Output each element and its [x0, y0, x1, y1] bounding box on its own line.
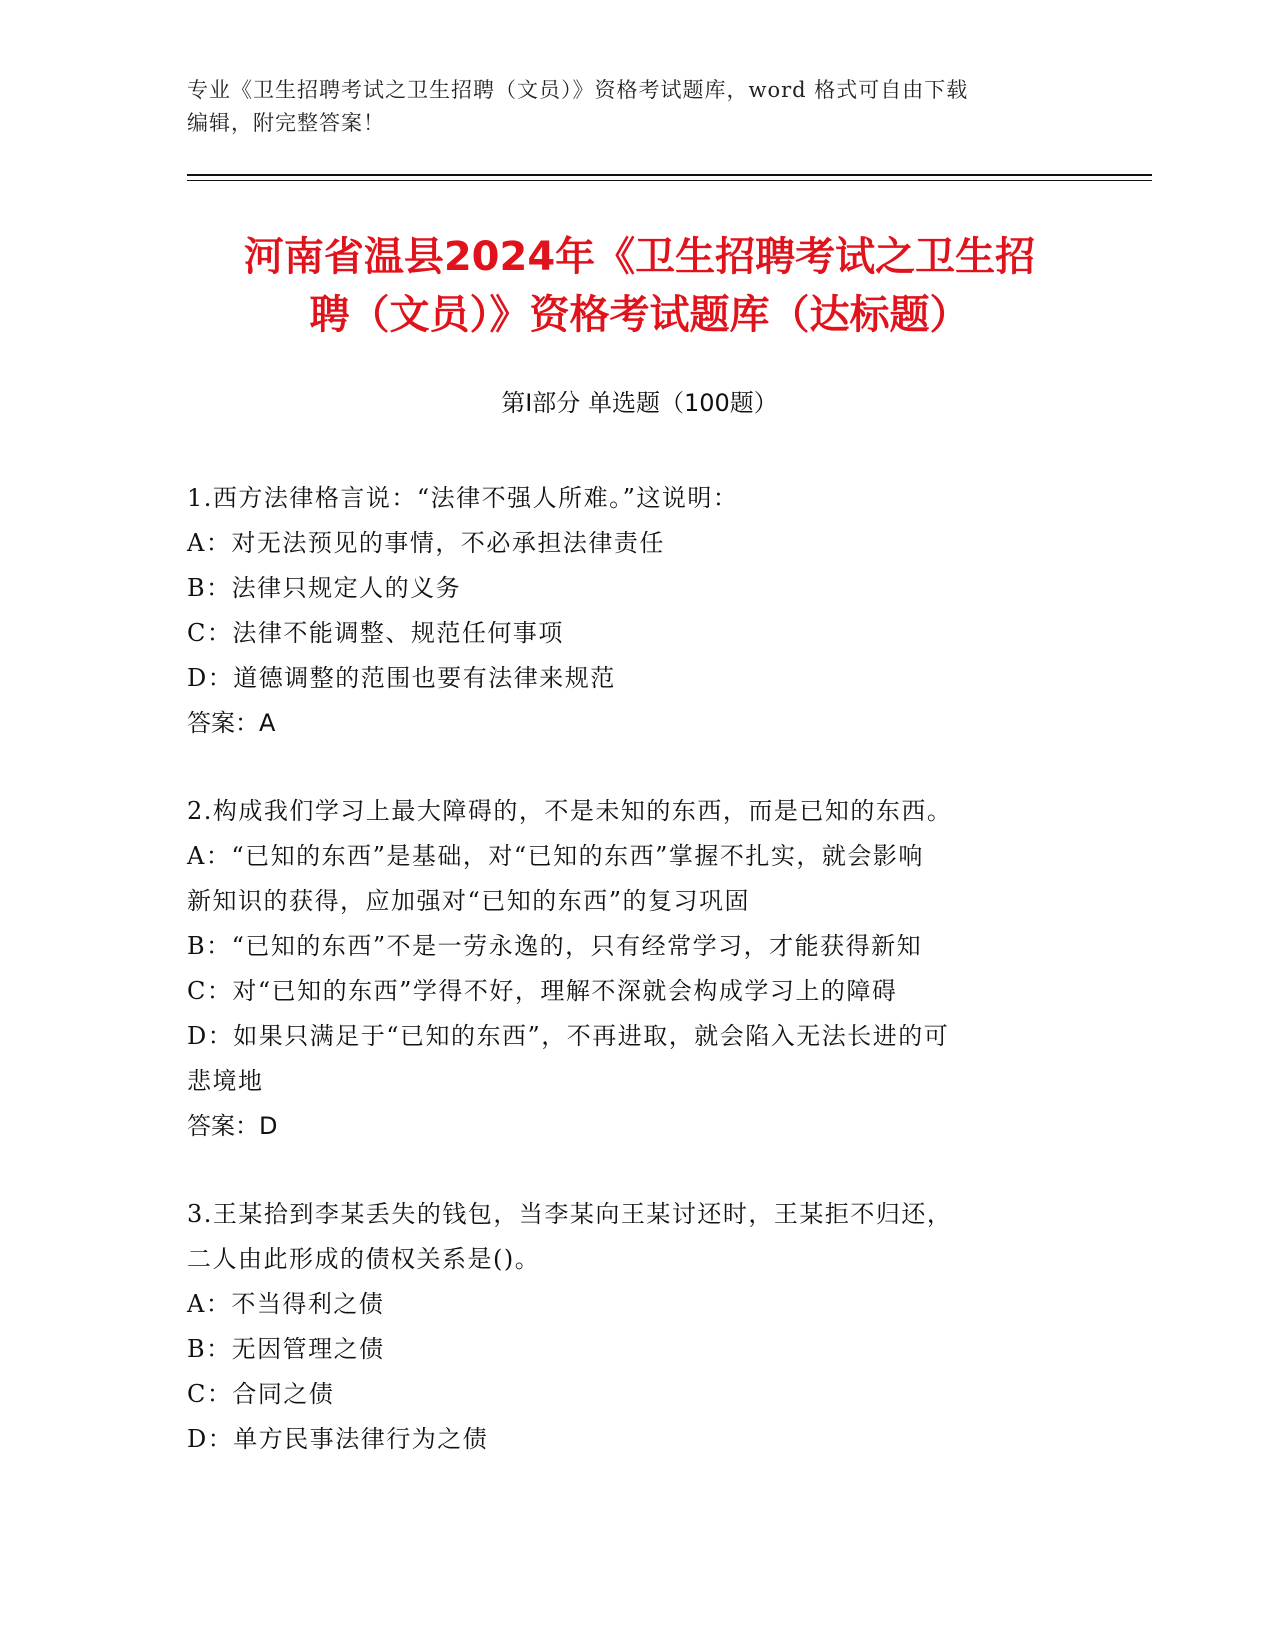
- option-c: C：合同之债: [187, 1380, 335, 1408]
- option-b: B：无因管理之债: [187, 1335, 385, 1363]
- option-d: D：如果只满足于“已知的东西”，不再进取，就会陷入无法长进的可: [187, 1022, 950, 1050]
- question-list: [187, 476, 1067, 1505]
- option-d: D：单方民事法律行为之债: [187, 1425, 489, 1453]
- header-note: [187, 74, 1087, 140]
- question-stem: 2.构成我们学习上最大障碍的，不是未知的东西，而是已知的东西。: [187, 797, 953, 825]
- option-d-continued: 悲境地: [187, 1067, 264, 1095]
- option-a: A：对无法预见的事情，不必承担法律责任: [187, 529, 665, 557]
- document-title-line-1: 河南省温县2024年《卫生招聘考试之卫生招: [243, 234, 1036, 280]
- document-title: [187, 228, 1092, 344]
- question-stem-continued: 二人由此形成的债权关系是()。: [187, 1245, 541, 1273]
- option-a: A：不当得利之债: [187, 1290, 385, 1318]
- answer-line: 答案：D: [187, 1112, 278, 1140]
- answer-line: 答案：A: [187, 709, 276, 737]
- section-title: 第Ⅰ部分 单选题（100题）: [501, 389, 778, 417]
- question-3: [187, 1192, 1067, 1462]
- option-a: A：“已知的东西”是基础，对“已知的东西”掌握不扎实，就会影响: [187, 842, 924, 870]
- option-b: B：“已知的东西”不是一劳永逸的，只有经常学习，才能获得新知: [187, 932, 923, 960]
- option-c: C：对“已知的东西”学得不好，理解不深就会构成学习上的障碍: [187, 977, 898, 1005]
- option-d: D：道德调整的范围也要有法律来规范: [187, 664, 616, 692]
- question-1: [187, 476, 1067, 746]
- question-stem: 1.西方法律格言说：“法律不强人所难。”这说明：: [187, 484, 739, 512]
- document-title-line-2: 聘（文员）》资格考试题库（达标题）: [309, 292, 970, 338]
- header-note-line-2: 编辑，附完整答案！: [187, 111, 385, 135]
- header-rule-thick: [187, 174, 1152, 176]
- header-note-line-1: 专业《卫生招聘考试之卫生招聘（文员）》资格考试题库，word 格式可自由下载: [187, 78, 969, 102]
- question-2: [187, 789, 1067, 1149]
- option-c: C：法律不能调整、规范任何事项: [187, 619, 564, 647]
- question-stem: 3.王某拾到李某丢失的钱包，当李某向王某讨还时，王某拒不归还，: [187, 1200, 953, 1228]
- option-b: B：法律只规定人的义务: [187, 574, 462, 602]
- header-rule-thin: [187, 180, 1152, 181]
- option-a-continued: 新知识的获得，应加强对“已知的东西”的复习巩固: [187, 887, 751, 915]
